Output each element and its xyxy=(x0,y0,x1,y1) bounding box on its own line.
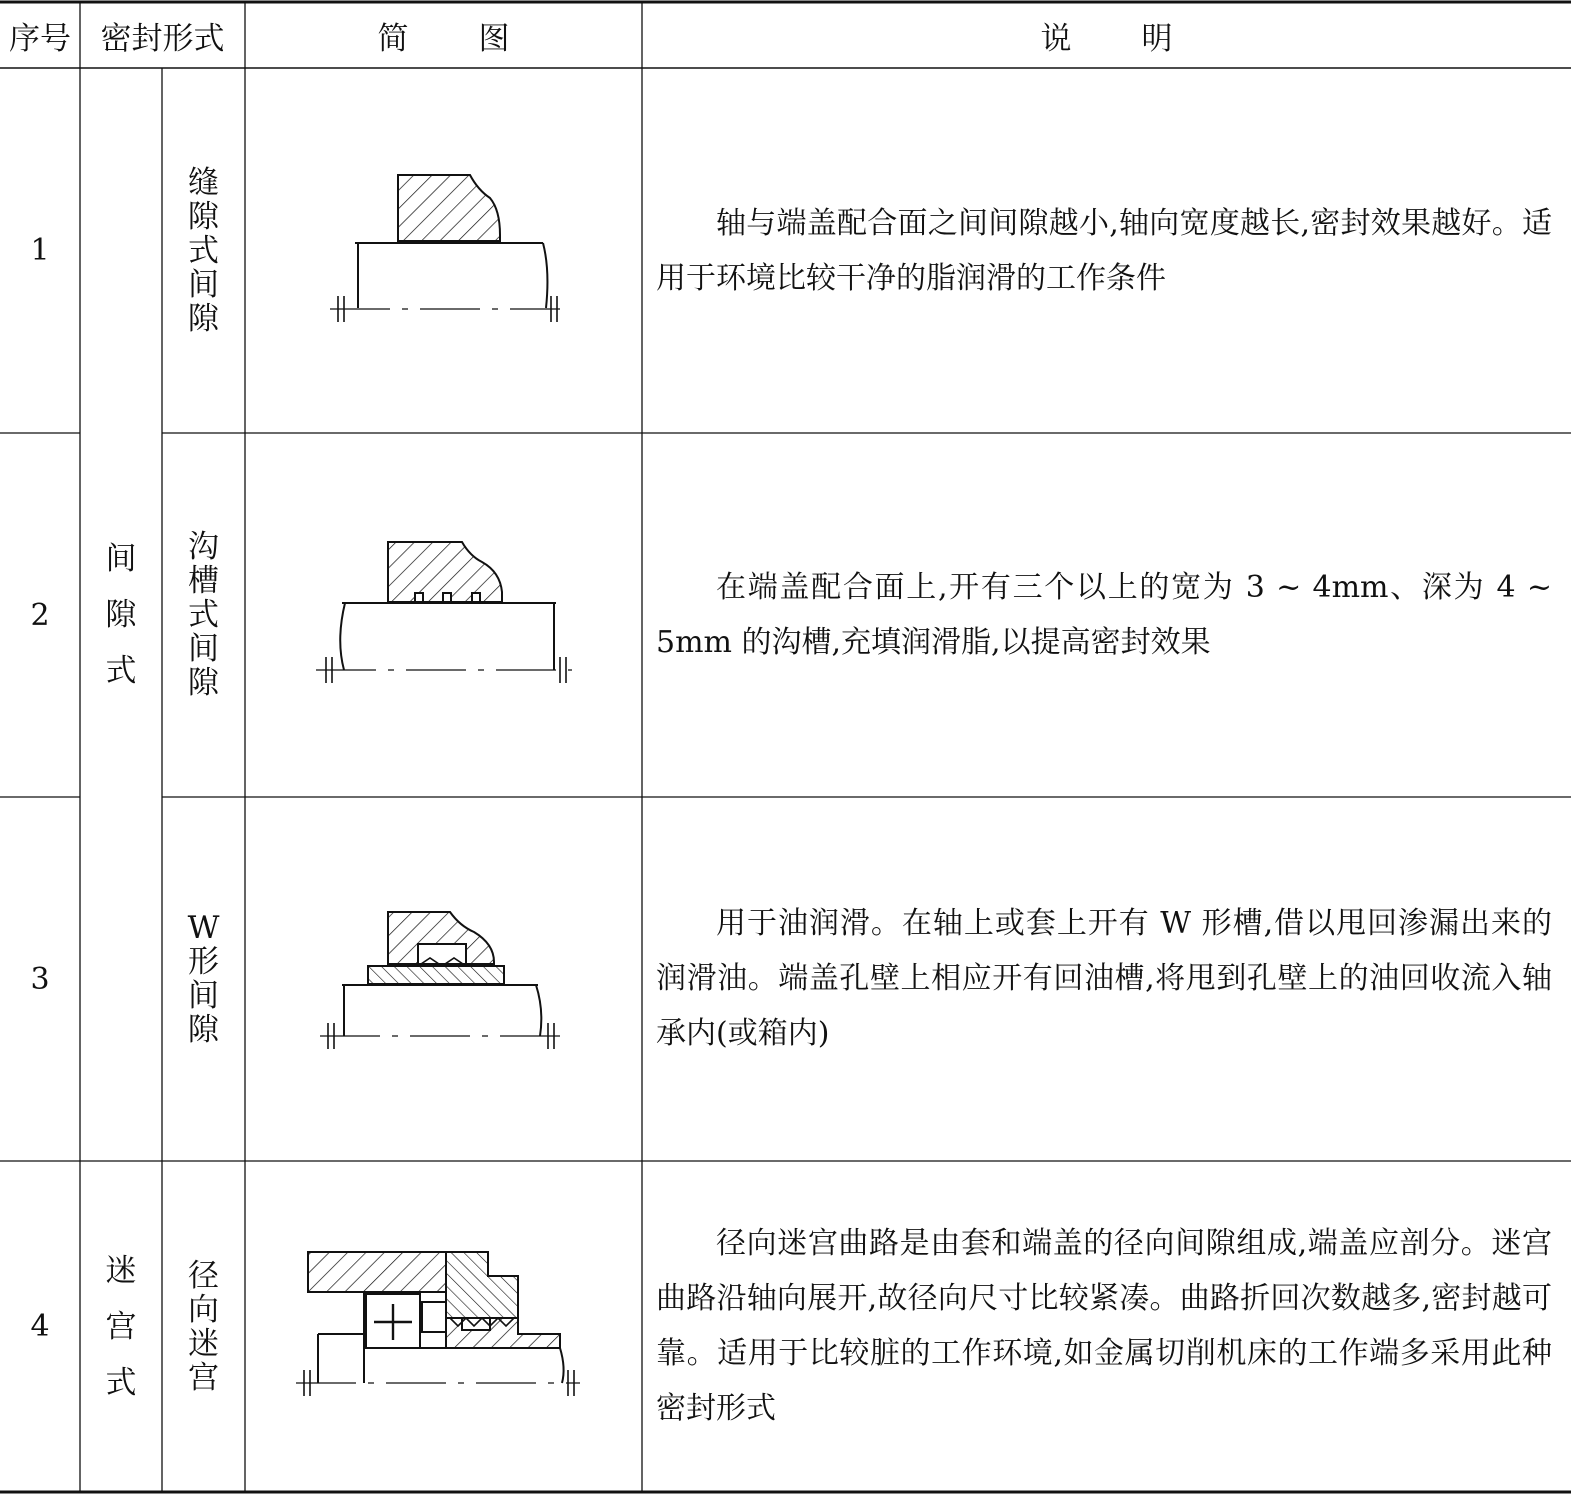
row-1-seq: 1 xyxy=(30,233,50,268)
category-labyrinth-label: 迷宫式 xyxy=(105,1252,137,1401)
diagram-w-gap xyxy=(320,912,564,1049)
diagram-groove-gap xyxy=(316,542,572,683)
row-3-subtype-label: W形间隙 xyxy=(187,910,220,1048)
row-2-description: 在端盖配合面上,开有三个以上的宽为 3 ~ 4mm、深为 4 ~ 5mm 的沟槽,充填润滑脂,以提高密封效果 xyxy=(656,570,1552,660)
header-seq: 序号 xyxy=(9,20,71,57)
diagram-slit-gap xyxy=(330,175,560,322)
row-1-description: 轴与端盖配合面之间间隙越小,轴向宽度越长,密封效果越好。适用于环境比较干净的脂润滑的工作条件 xyxy=(656,206,1552,296)
header-description: 说明 xyxy=(1040,20,1243,57)
header-diagram: 简图 xyxy=(377,20,580,57)
header-seal-form: 密封形式 xyxy=(100,20,225,57)
row-1-subtype-label: 缝隙式间隙 xyxy=(188,164,219,337)
row-2-subtype-label: 沟槽式间隙 xyxy=(188,529,219,701)
row-4-seq: 4 xyxy=(30,1309,50,1344)
row-4-description: 径向迷宫曲路是由套和端盖的径向间隙组成,端盖应剖分。迷宫曲路沿轴向展开,故径向尺寸比较紧凑。曲路折回次数越多,密封越可靠。适用于比较脏的工作环境,如金属切削机床的工作端多采用此种密封形式 xyxy=(656,1226,1552,1426)
category-gap-label: 间隙式 xyxy=(105,540,137,689)
diagram-radial-labyrinth xyxy=(296,1252,580,1396)
row-4-subtype-label: 径向迷宫 xyxy=(188,1257,219,1396)
row-2-seq: 2 xyxy=(30,597,50,633)
row-3-description: 用于油润滑。在轴上或套上开有 W 形槽,借以甩回渗漏出来的润滑油。端盖孔壁上相应开有回油槽,将甩到孔壁上的油回收流入轴承内(或箱内) xyxy=(656,906,1552,1051)
row-3-seq: 3 xyxy=(30,961,50,997)
